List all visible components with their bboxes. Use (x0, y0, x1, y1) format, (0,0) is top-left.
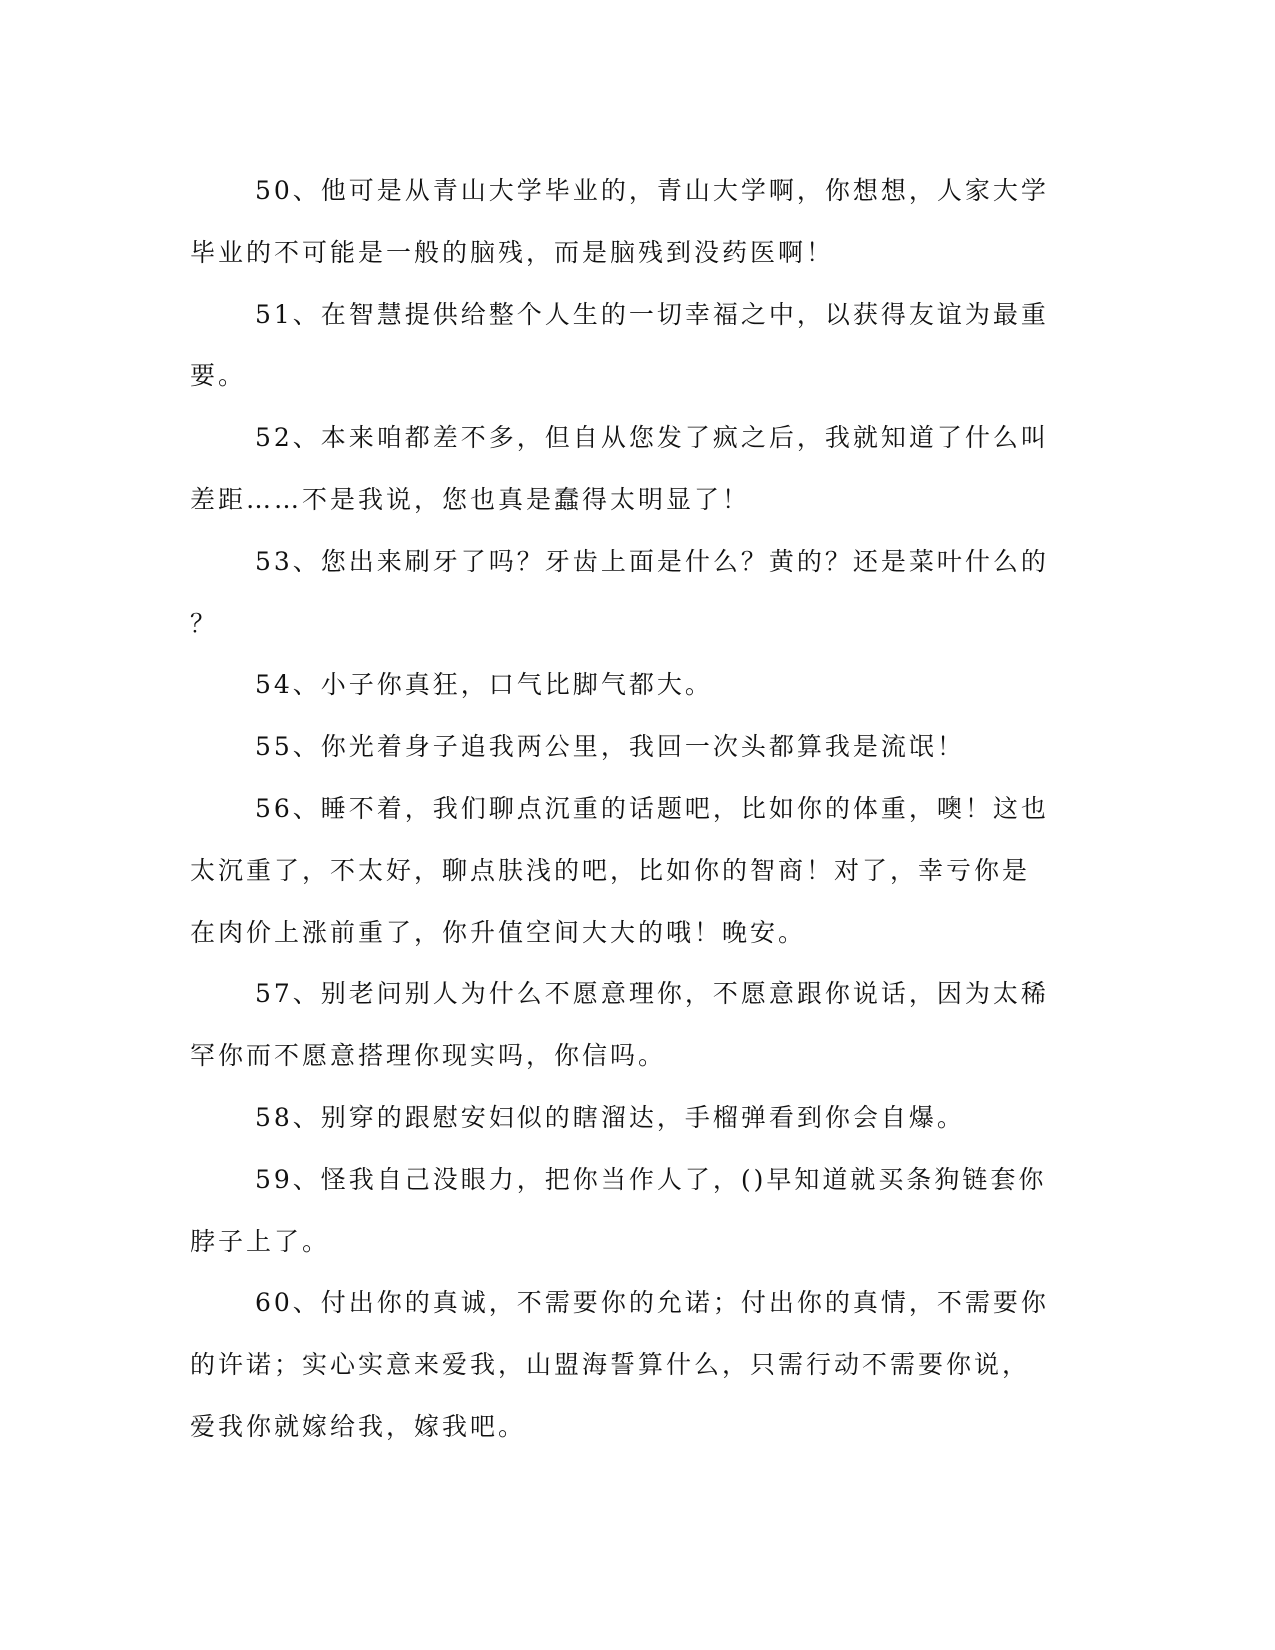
paragraph-line: 50、他可是从青山大学毕业的，青山大学啊，你想想，人家大学 (255, 176, 1049, 205)
paragraph-57 (190, 963, 1080, 1087)
paragraph-52 (190, 407, 1080, 531)
paragraph-line: 53、您出来刷牙了吗？牙齿上面是什么？黄的？还是菜叶什么的 (255, 546, 1049, 576)
paragraph-line: 60、付出你的真诚，不需要你的允诺；付出你的真情，不需要你 (255, 1288, 1049, 1318)
paragraph-line: 57、别老问别人为什么不愿意理你，不愿意跟你说话，因为太稀 (255, 979, 1049, 1009)
paragraph-line: 58、别穿的跟慰安妇似的瞎溜达，手榴弹看到你会自爆。 (255, 1102, 965, 1132)
paragraph-line: 太沉重了，不太好，聊点肤浅的吧，比如你的智商！对了，幸亏你是 (190, 855, 1031, 885)
paragraph-58 (190, 1087, 1080, 1149)
paragraph-line: 在肉价上涨前重了，你升值空间大大的哦！晚安。 (190, 917, 807, 947)
paragraph-54 (190, 654, 1080, 716)
paragraph-line: 51、在智慧提供给整个人生的一切幸福之中，以获得友谊为最重 (255, 299, 1049, 329)
paragraph-56 (190, 778, 1080, 963)
paragraph-line: 差距……不是我说，您也真是蠢得太明显了！ (190, 484, 751, 514)
paragraph-line: 脖子上了。 (190, 1226, 331, 1256)
paragraph-59 (190, 1149, 1080, 1273)
paragraph-60 (190, 1272, 1080, 1457)
paragraph-line: 爱我你就嫁给我，嫁我吧。 (190, 1411, 527, 1441)
paragraph-line: 毕业的不可能是一般的脑残，而是脑残到没药医啊！ (190, 237, 835, 267)
paragraph-51 (190, 284, 1080, 408)
paragraph-line: 54、小子你真狂，口气比脚气都大。 (255, 670, 713, 700)
paragraph-55 (190, 716, 1080, 778)
document-body (190, 160, 1080, 1458)
paragraph-line: ？ (190, 608, 219, 638)
paragraph-53 (190, 531, 1080, 655)
paragraph-line: 要。 (190, 361, 247, 391)
paragraph-50 (190, 160, 1080, 284)
paragraph-line: 的许诺；实心实意来爱我，山盟海誓算什么，只需行动不需要你说， (190, 1350, 1031, 1380)
paragraph-line: 55、你光着身子追我两公里，我回一次头都算我是流氓！ (255, 732, 965, 762)
paragraph-line: 罕你而不愿意搭理你现实吗，你信吗。 (190, 1041, 667, 1071)
paragraph-line: 59、怪我自己没眼力，把你当作人了，()早知道就买条狗链套你 (255, 1164, 1047, 1194)
paragraph-line: 56、睡不着，我们聊点沉重的话题吧，比如你的体重，噢！这也 (255, 793, 1049, 823)
paragraph-line: 52、本来咱都差不多，但自从您发了疯之后，我就知道了什么叫 (255, 423, 1049, 453)
